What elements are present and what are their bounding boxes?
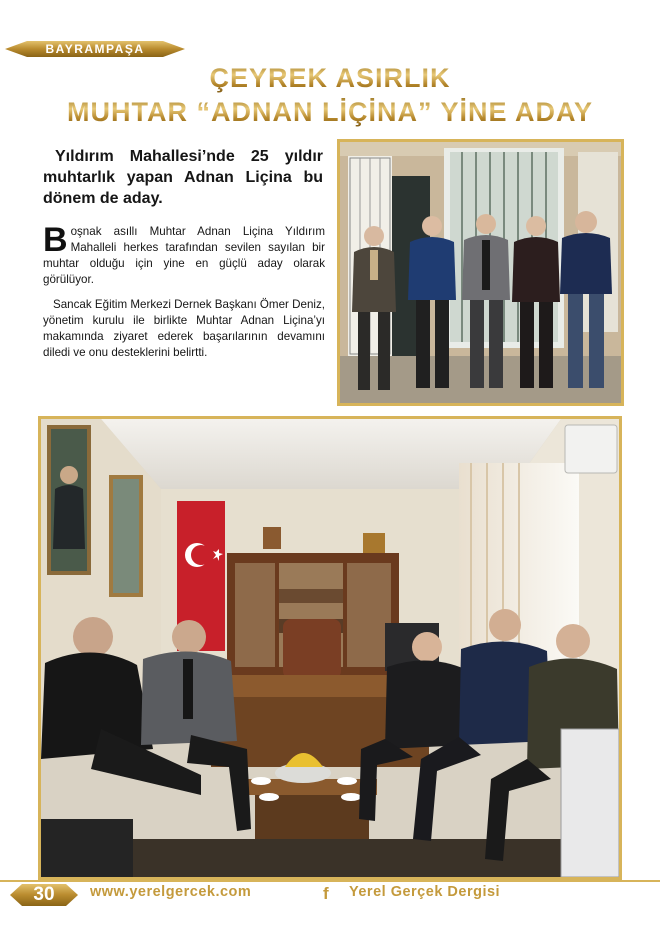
article-paragraph-1	[43, 221, 325, 288]
headline-line-1: ÇEYREK ASIRLIK	[0, 62, 660, 94]
drop-cap: B	[43, 221, 68, 259]
meeting-photo-office	[38, 416, 622, 880]
article-lead: Yıldırım Mahallesi’nde 25 yıldır muhtarlık yapan Adnan Liçina bu dönem de aday.	[43, 148, 323, 207]
facebook-icon: f	[323, 884, 329, 903]
page-number-badge	[10, 882, 78, 908]
section-tag	[5, 40, 185, 58]
website-link[interactable]: www.yerelgercek.com	[90, 884, 252, 900]
group-photo-outside	[337, 139, 624, 406]
page-number: 30	[33, 884, 55, 905]
headline-line-2: MUHTAR “ADNAN LİÇİNA” YİNE ADAY	[0, 96, 660, 128]
article-paragraph-2: Sancak Eğitim Merkezi Dernek Başkanı Ömer Deniz, yönetim kurulu ile birlikte Muhtar Adnan Liçina’yı makamında ziyaret ederek başarılarının devamını diledi ve onu desteklerini belirtti.	[43, 298, 325, 359]
magazine-name: Yerel Gerçek Dergisi	[349, 884, 501, 900]
section-tag-label: BAYRAMPAŞA	[45, 42, 145, 56]
paragraph-1-text: oşnak asıllı Muhtar Adnan Liçina Yıldırım Mahalleli herkes tarafından sevilen sayılan bir muhtar olduğu için yine en güçlü aday olarak görülüyor.	[43, 225, 325, 286]
footer-rule	[0, 880, 660, 882]
